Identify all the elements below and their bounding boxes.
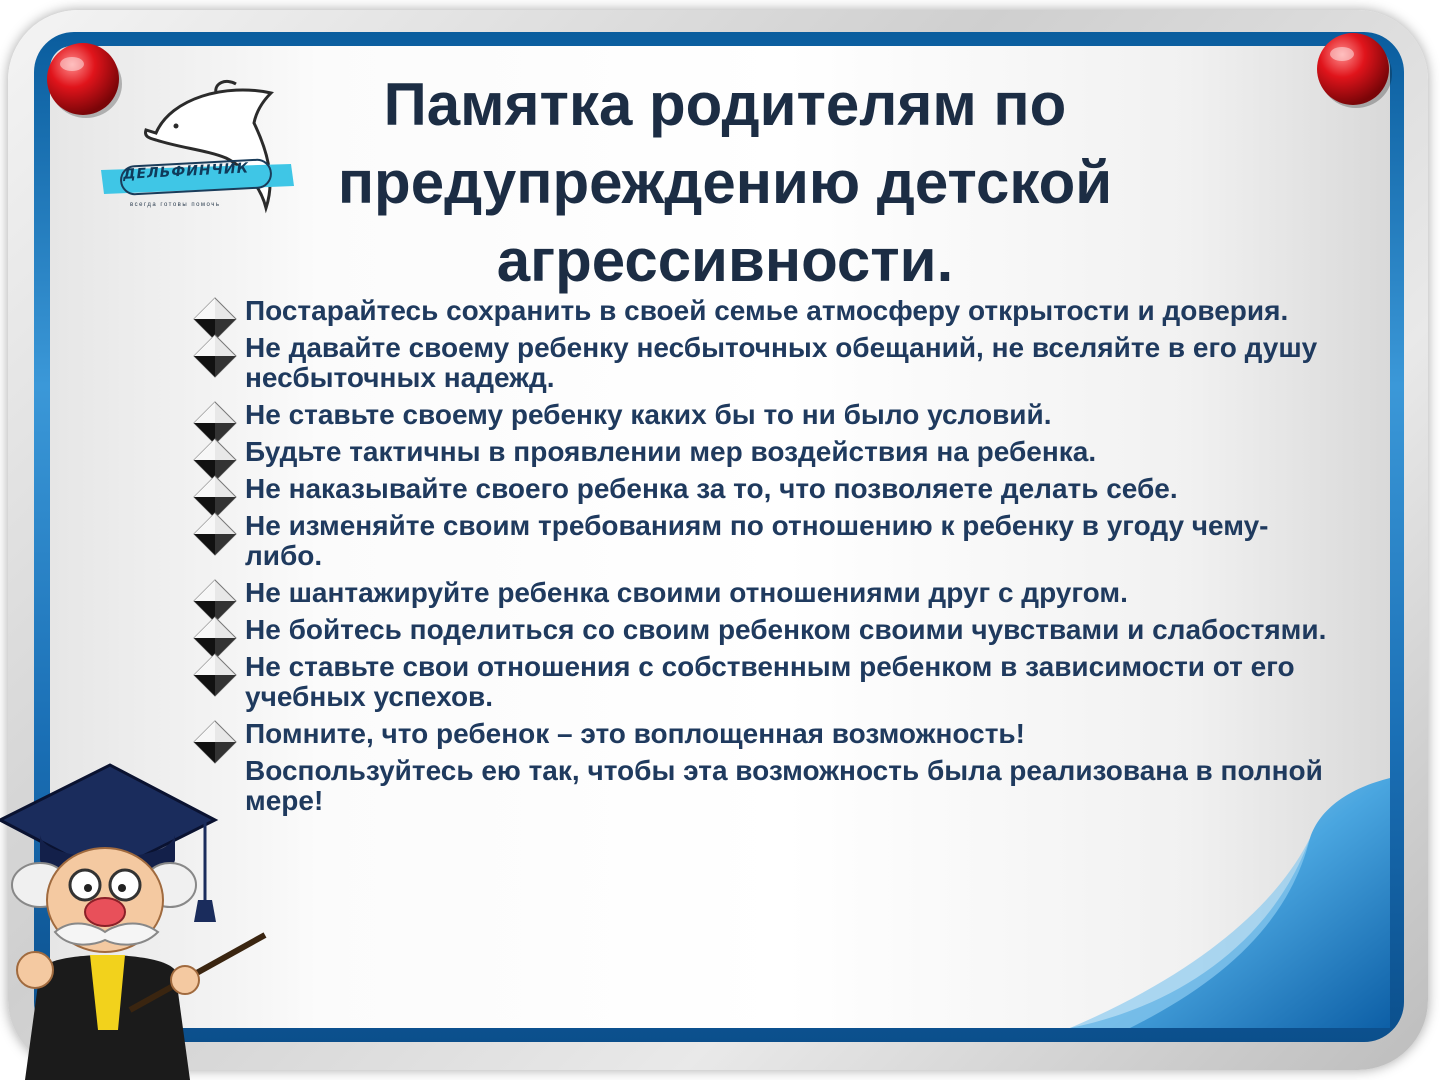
list-item [192, 652, 1332, 712]
list-item-text: Постарайтесь сохранить в своей семье атмосферу открытости и доверия. [245, 295, 1289, 326]
advice-list [192, 296, 1332, 823]
logo-name: ДЕЛЬФИНЧИК [122, 160, 250, 183]
list-item [192, 615, 1332, 645]
list-item [192, 400, 1332, 430]
list-item-text: Воспользуйтесь ею так, чтобы эта возможность была реализована в полной мере! [245, 755, 1323, 816]
list-item-text: Не ставьте своему ребенку каких бы то ни было условий. [245, 399, 1052, 430]
list-item [192, 296, 1332, 326]
red-pin-icon [1310, 26, 1396, 112]
list-item [192, 474, 1332, 504]
diamond-bullet-icon [192, 511, 238, 557]
page-title: Памятка родителям по предупреждению детской агрессивности. [337, 71, 1113, 294]
diamond-bullet-icon [192, 652, 238, 698]
list-item-text: Помните, что ребенок – это воплощенная возможность! [245, 718, 1025, 749]
dolphin-logo-icon [96, 78, 306, 218]
list-item-text: Не ставьте свои отношения с собственным ребенком в зависимости от его учебных успехов. [245, 651, 1295, 712]
list-item [192, 578, 1332, 608]
list-item-text: Не шантажируйте ребенка своими отношениями друг с другом. [245, 577, 1128, 608]
list-item [192, 756, 1332, 816]
list-item-text: Не изменяйте своим требованиям по отношению к ребенку в угоду чему-либо. [245, 510, 1269, 571]
list-item [192, 511, 1332, 571]
list-item-text: Не бойтесь поделиться со своим ребенком своими чувствами и слабостями. [245, 614, 1327, 645]
list-item [192, 437, 1332, 467]
logo-tagline: всегда готовы помочь [130, 202, 221, 208]
professor-cartoon-icon [0, 700, 280, 1080]
diamond-bullet-icon [192, 333, 238, 379]
list-item [192, 719, 1332, 749]
list-item-text: Будьте тактичны в проявлении мер воздействия на ребенка. [245, 436, 1097, 467]
list-item-text: Не наказывайте своего ребенка за то, что позволяете делать себе. [245, 473, 1178, 504]
list-item [192, 333, 1332, 393]
list-item-text: Не давайте своему ребенку несбыточных обещаний, не вселяйте в его душу несбыточных надежд. [245, 332, 1318, 393]
